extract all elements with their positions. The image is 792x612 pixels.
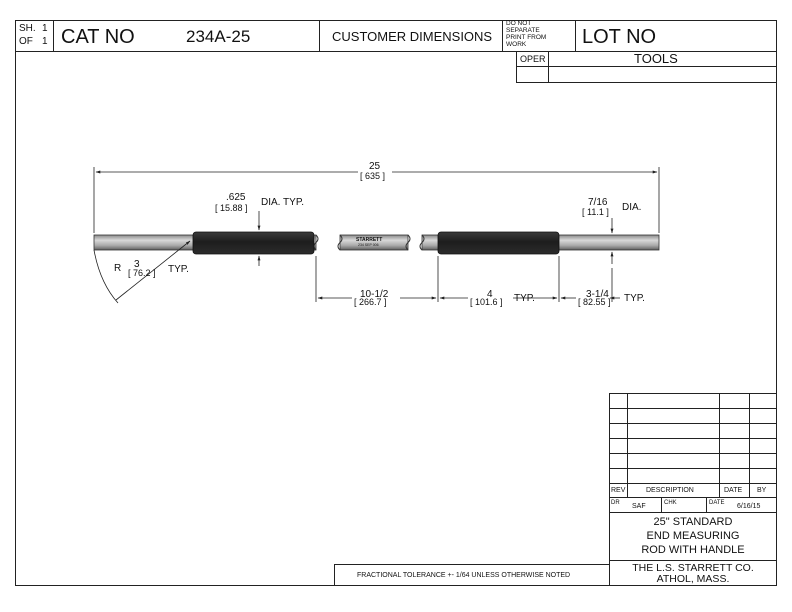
sheet-label-1: SH. xyxy=(19,23,36,34)
rod-dia: 7/16 xyxy=(588,197,608,208)
chk-label: CHK xyxy=(664,500,677,506)
date-label: DATE xyxy=(724,487,743,494)
company-line-1: THE L.S. STARRETT CO. xyxy=(632,562,754,574)
handle-dia: .625 xyxy=(226,192,246,203)
dim-1-mm: [ 266.7 ] xyxy=(354,297,387,307)
dim-1: 10-1/2 xyxy=(360,289,389,300)
dim-2: 4 xyxy=(487,289,493,300)
dim-3: 3-1/4 xyxy=(586,289,609,300)
cat-no-value: 234A-25 xyxy=(186,27,251,46)
title-line-1: 25" STANDARD xyxy=(653,516,733,528)
handle-dia-mm: [ 15.88 ] xyxy=(215,203,248,213)
rod-marking-1: STARRETT xyxy=(356,237,383,243)
dim-2-note: TYP. xyxy=(514,293,535,304)
handle-dia-note: DIA. TYP. xyxy=(261,197,304,208)
do-not-separate-line-3: PRINT FROM xyxy=(506,34,547,41)
dim-2-mm: [ 101.6 ] xyxy=(470,297,503,307)
do-not-separate-line-4: WORK xyxy=(506,41,527,48)
overall-length-mm: [ 635 ] xyxy=(360,171,386,181)
sheet-number-1: 1 xyxy=(42,23,48,34)
oper-label: OPER xyxy=(520,54,546,64)
overall-length: 25 xyxy=(369,161,381,172)
radius-prefix: R xyxy=(114,263,122,274)
radius-value: 3 xyxy=(134,259,140,270)
sheet-border xyxy=(15,20,777,586)
company-line-2: ATHOL, MASS. xyxy=(656,573,730,585)
title-line-3: ROD WITH HANDLE xyxy=(641,544,745,556)
cat-no-label: CAT NO xyxy=(61,26,135,48)
rod-marking-2: 234 SEP 006 xyxy=(358,243,379,247)
dr-label: DR xyxy=(611,500,620,506)
handle-left xyxy=(193,232,314,254)
dim-3-mm: [ 82.55 ] xyxy=(578,297,611,307)
do-not-separate-line-2: SEPARATE xyxy=(506,27,540,34)
by-label: BY xyxy=(757,487,767,494)
title-line-2: END MEASURING xyxy=(646,530,740,542)
revision-block xyxy=(334,393,776,586)
description-label: DESCRIPTION xyxy=(646,487,694,494)
rod-dia-mm: [ 11.1 ] xyxy=(582,207,609,217)
rev-label: REV xyxy=(611,487,626,494)
dim-3-note: TYP. xyxy=(624,293,645,304)
lot-no-label: LOT NO xyxy=(582,26,657,48)
sheet-label-2: OF xyxy=(19,36,33,47)
radius-mm: [ 76.2 ] xyxy=(128,268,156,278)
dr-value: SAF xyxy=(632,503,646,510)
radius-note: TYP. xyxy=(168,264,189,275)
tolerance-note: FRACTIONAL TOLERANCE +- 1/64 UNLESS OTHERWISE NOTED xyxy=(357,572,571,579)
handle-right xyxy=(438,232,559,254)
rod-dia-note: DIA. xyxy=(622,202,642,213)
sheet-number-2: 1 xyxy=(42,36,48,47)
do-not-separate-line-1: DO NOT xyxy=(506,20,532,27)
tools-label: TOOLS xyxy=(634,51,678,66)
date-value-label: DATE xyxy=(709,500,725,506)
date-value: 6/16/15 xyxy=(737,503,761,510)
customer-dimensions: CUSTOMER DIMENSIONS xyxy=(332,29,493,44)
